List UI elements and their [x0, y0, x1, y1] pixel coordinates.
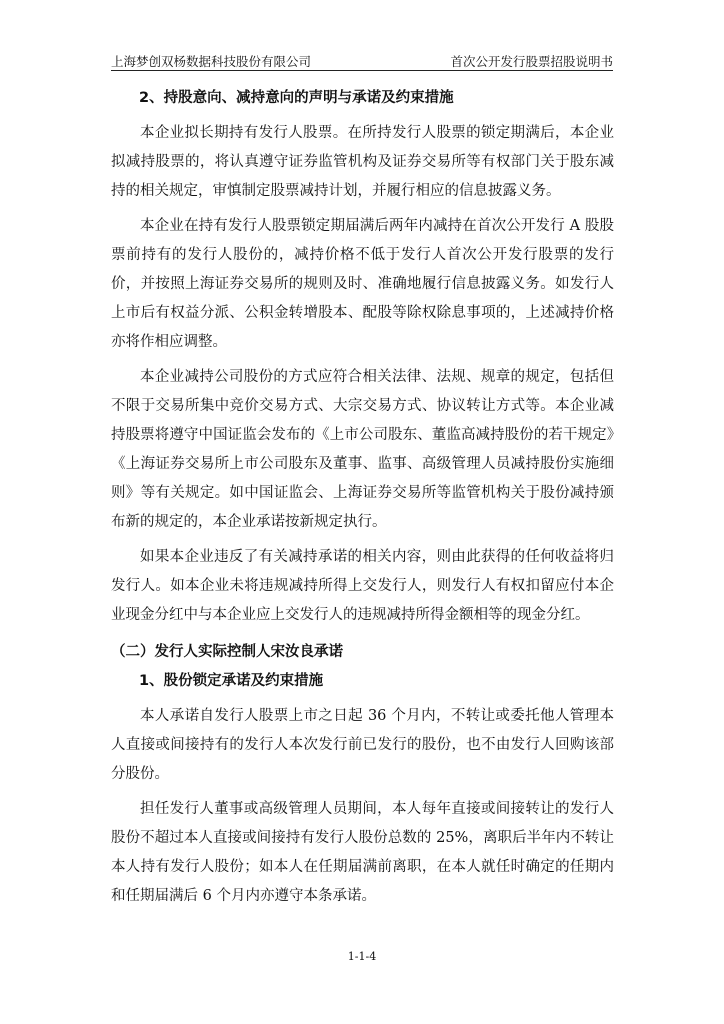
paragraph: 本人承诺自发行人股票上市之日起 36 个月内，不转让或委托他人管理本人直接或间接持有的发行人本次发行前已发行的股份，也不由发行人回购该部分股份。	[111, 708, 614, 782]
paragraph: 担任发行人董事或高级管理人员期间，本人每年直接或间接转让的发行人股份不超过本人直接或间接持有发行人股份总数的 25%，离职后半年内不转让本人持有发行人股份；如本人在任期届满前离职，在本人就任时确定的任期内和任期届满后 6 个月内亦遵守本条承诺。	[111, 801, 614, 904]
paragraph: 如果本企业违反了有关减持承诺的相关内容，则由此获得的任何收益将归发行人。如本企业未将违规减持所得上交发行人，则发行人有权扣留应付本企业现金分红中与本企业应上交发行人的违规减持所得金额相等的现金分红。	[111, 549, 614, 623]
section-heading-reduction-intent: 2、持股意向、减持意向的声明与承诺及约束措施	[139, 90, 454, 106]
page-number: 1-1-4	[347, 950, 377, 963]
document-body	[111, 84, 614, 911]
paragraph: 本企业减持公司股份的方式应符合相关法律、法规、规章的规定，包括但不限于交易所集中竞价交易方式、大宗交易方式、协议转让方式等。本企业减持股票将遵守中国证监会发布的《上市公司股东、董监高减持股份的若干规定》《上海证券交易所上市公司股东及董事、监事、高级管理人员减持股份实施细则》等有关规定。如中国证监会、上海证券交易所等监管机构关于股份减持颁布新的规定的，本企业承诺按新规定执行。	[111, 369, 614, 530]
section-heading-controller-commitment: （二）发行人实际控制人宋汝良承诺	[111, 644, 343, 660]
paragraph: 本企业拟长期持有发行人股票。在所持发行人股票的锁定期满后，本企业拟减持股票的，将认真遵守证券监管机构及证券交易所等有权部门关于股东减持的相关规定，审慎制定股票减持计划，并履行相应的信息披露义务。	[111, 125, 614, 199]
paragraph: 本企业在持有发行人股票锁定期届满后两年内减持在首次公开发行 A 股股票前持有的发行人股份的，减持价格不低于发行人首次公开发行股票的发行价，并按照上海证券交易所的规则及时、准确地履行信息披露义务。如发行人上市后有权益分派、公积金转增股本、配股等除权除息事项的，上述减持价格亦将作相应调整。	[111, 218, 614, 350]
page-header	[111, 50, 613, 71]
header-document-title: 首次公开发行股票招股说明书	[450, 54, 613, 69]
subsection-heading-share-lockup: 1、股份锁定承诺及约束措施	[139, 673, 324, 689]
header-company-name: 上海梦创双杨数据科技股份有限公司	[111, 54, 312, 69]
